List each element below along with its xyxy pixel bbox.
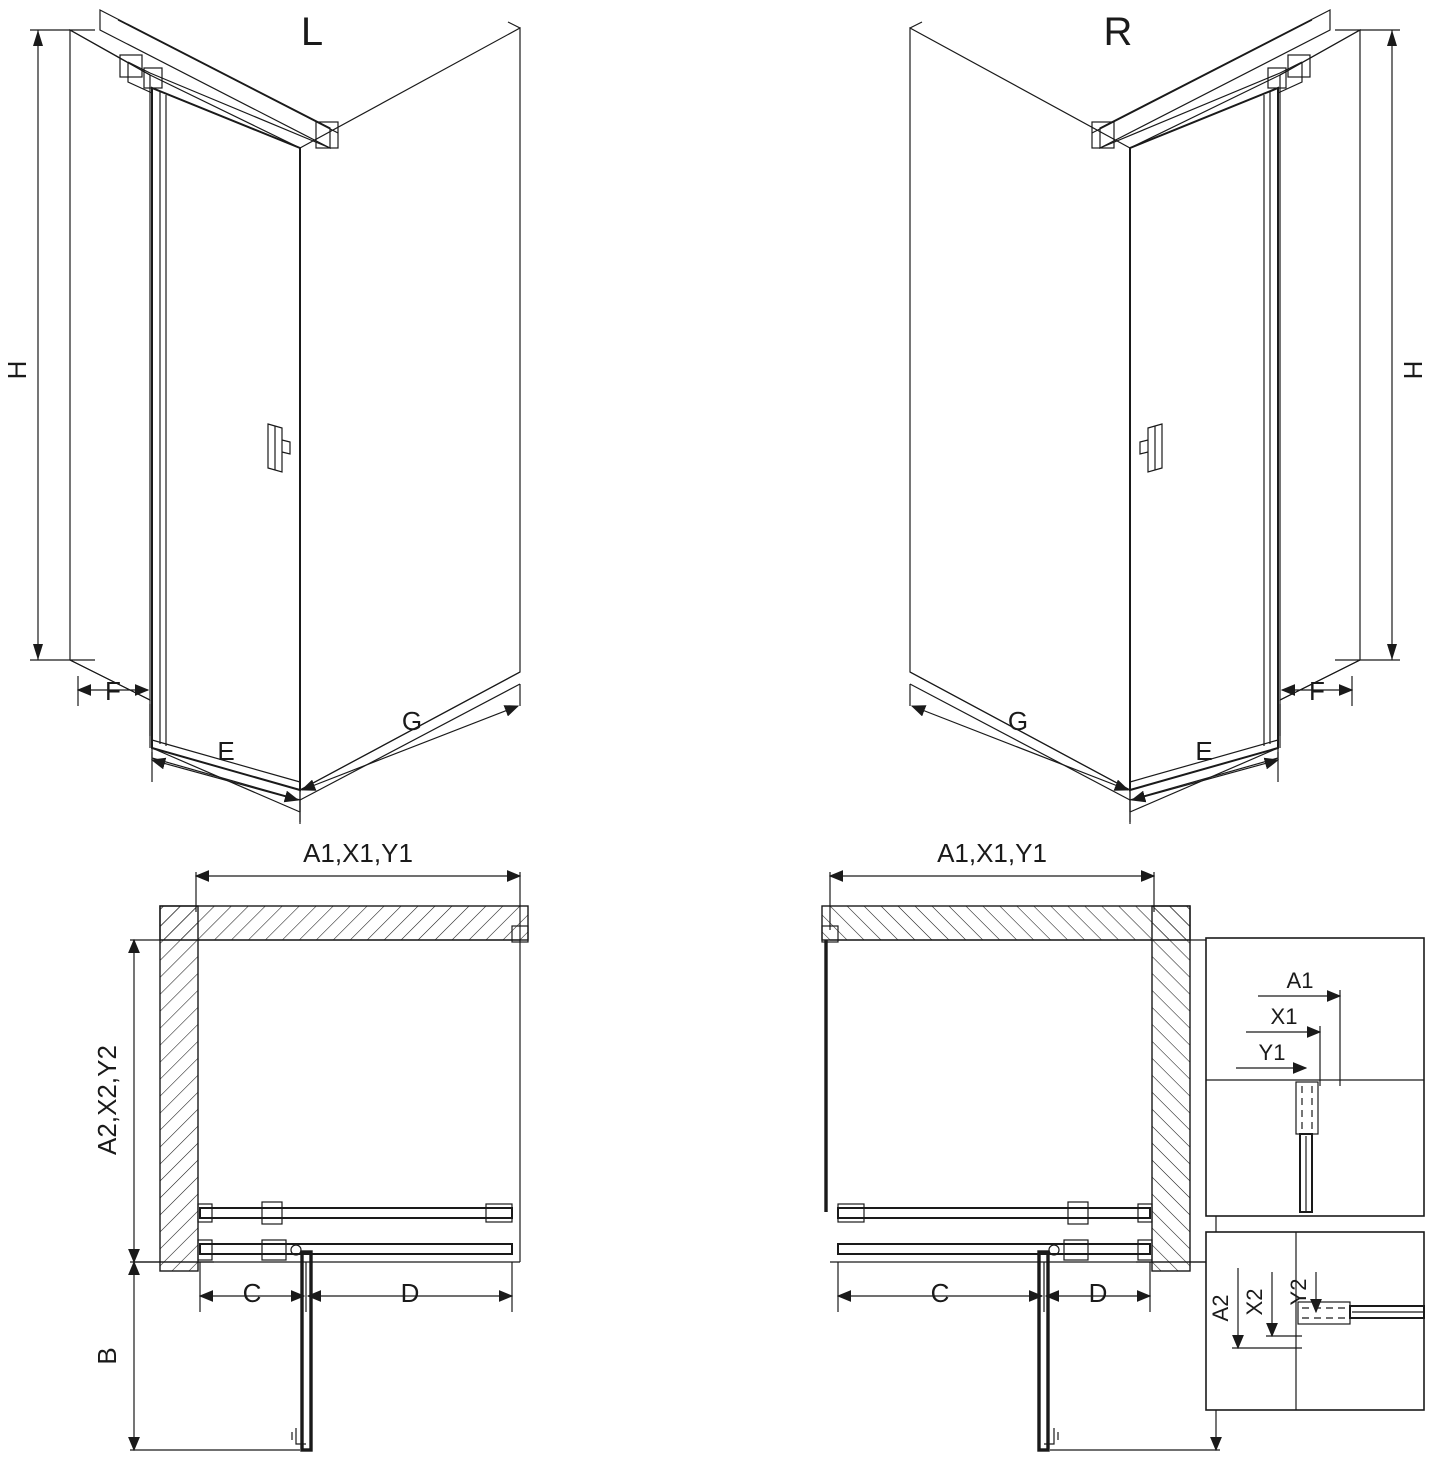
iso-right-view (910, 10, 1400, 824)
iso-left-top-rails (100, 10, 338, 790)
label-A1X1Y1-left: A1,X1,Y1 (303, 838, 413, 868)
detail-label-X1: X1 (1270, 1004, 1298, 1029)
dim-height-left (2, 30, 95, 660)
label-C-right: C (930, 1278, 950, 1308)
iso-left-door-handle (268, 424, 290, 472)
wall-hatch-side-right (1152, 906, 1190, 1271)
label-height-right: H (1398, 360, 1428, 380)
title-right-hand: R (1103, 10, 1133, 54)
iso-right-top-rails (1092, 10, 1330, 790)
plan-left-fixed-panel (198, 1202, 512, 1224)
label-E-right: E (1195, 736, 1213, 766)
dim-B-plan-left (92, 1262, 300, 1450)
label-F-right: F (1309, 676, 1325, 706)
wall-hatch-top-left (160, 906, 528, 940)
iso-right-door-handle (1140, 424, 1162, 472)
plan-right-view (822, 872, 1220, 1450)
iso-right-side-panel (1280, 30, 1360, 700)
plan-right-enclosure (822, 926, 1152, 1212)
label-F-left: F (105, 676, 121, 706)
label-G-right: G (1007, 706, 1029, 736)
label-C-left: C (242, 1278, 262, 1308)
iso-left-door-glass (152, 88, 300, 790)
plan-left-enclosure (198, 926, 528, 1262)
label-D-right: D (1088, 1278, 1108, 1308)
wall-hatch-side-left (160, 906, 198, 1271)
detail-top-box (1206, 938, 1424, 1216)
detail-label-A1: A1 (1286, 968, 1314, 993)
label-height-left: H (2, 360, 32, 380)
label-E-left: E (217, 736, 235, 766)
iso-right-fixed-panel (910, 22, 1130, 790)
plan-right-fixed-panel (838, 1202, 1152, 1224)
plan-right-door-leaf (1039, 1252, 1058, 1450)
iso-left-fixed-panel (300, 22, 520, 790)
label-A2X2Y2-left: A2,X2,Y2 (92, 1045, 122, 1155)
iso-left-view (2, 10, 520, 824)
dim-height-right (1335, 30, 1400, 660)
label-A1X1Y1-right: A1,X1,Y1 (937, 838, 1047, 868)
detail-label-A2: A2 (1208, 1294, 1233, 1322)
plan-left-door-leaf (292, 1252, 311, 1450)
iso-left-side-panel (70, 30, 150, 700)
detail-label-Y2: Y2 (1286, 1278, 1311, 1306)
wall-hatch-top-right (822, 906, 1190, 940)
title-left-hand: L (300, 10, 324, 54)
detail-label-X2: X2 (1242, 1288, 1267, 1316)
label-G-left: G (401, 706, 423, 736)
iso-right-door-glass (1130, 88, 1278, 790)
dim-B-plan-right (1050, 1262, 1220, 1450)
label-D-left: D (400, 1278, 420, 1308)
detail-bottom-box (1206, 1232, 1424, 1410)
detail-label-Y1: Y1 (1258, 1040, 1286, 1065)
dim-CD-plan-left (200, 1262, 512, 1312)
iso-right-labels (1008, 10, 1428, 766)
label-B-left: B (92, 1347, 122, 1365)
plan-left-view (92, 838, 528, 1450)
